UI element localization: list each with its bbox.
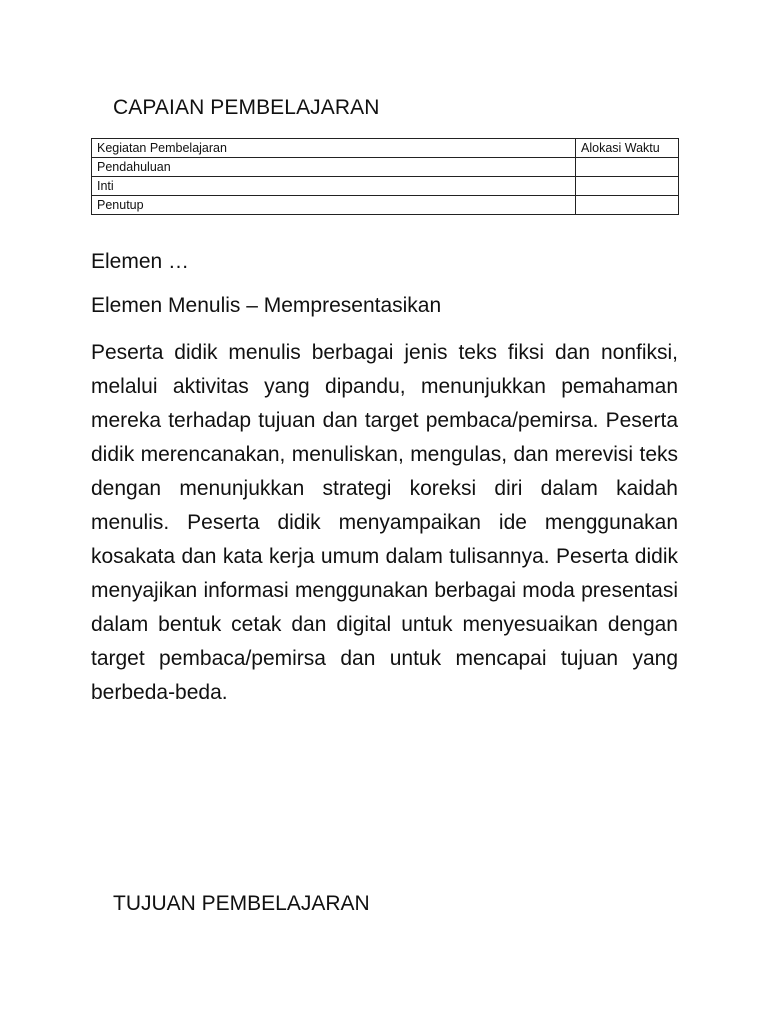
table-row [92,158,679,177]
elemen-placeholder: Elemen … [91,250,190,273]
elemen-title: Elemen Menulis – Mempresentasikan [91,294,442,317]
table-row [92,177,679,196]
capaian-heading: CAPAIAN PEMBELAJARAN [113,96,380,119]
table-header-row [92,139,679,158]
cell-alokasi [576,177,679,196]
header-alokasi: Alokasi Waktu [576,139,679,158]
cell-alokasi [576,158,679,177]
cell-kegiatan: Penutup [92,196,576,215]
cell-kegiatan: Pendahuluan [92,158,576,177]
cell-kegiatan: Inti [92,177,576,196]
capaian-paragraph: Peserta didik menulis berbagai jenis teks fiksi dan nonfiksi, melalui aktivitas yang dipandu, menunjukkan pemahaman mereka terhadap tujuan dan target pembaca/pemirsa. Peserta didik merencanakan, menuliskan, mengulas, dan merevisi teks dengan menunjukkan strategi koreksi diri dalam kaidah menulis. Peserta didik menyampaikan ide menggunakan kosakata dan kata kerja umum dalam tulisannya. Peserta didik menyajikan informasi menggunakan berbagai moda presentasi dalam bentuk cetak dan digital untuk menyesuaikan dengan target pembaca/pemirsa dan untuk mencapai tujuan yang berbeda-beda. [91,341,678,704]
activity-table [91,138,679,215]
table-row [92,196,679,215]
tujuan-heading: TUJUAN PEMBELAJARAN [113,892,370,915]
header-kegiatan: Kegiatan Pembelajaran [92,139,576,158]
cell-alokasi [576,196,679,215]
